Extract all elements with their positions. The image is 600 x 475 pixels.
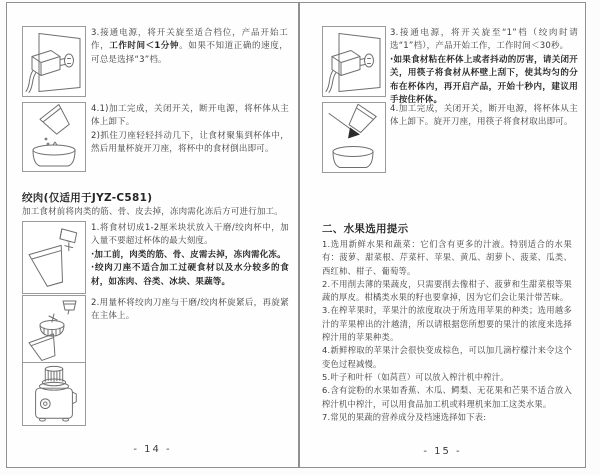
fruit-tip-2: 2.不用削去薄的果蔬皮，只需要削去像柑子、菠萝和生甜菜根等果蔬的厚皮。柑橘类水果的籽也要拿掉，因为它们会让果汁带苦味。 — [322, 278, 572, 303]
fruit-tip-7: 7.常见的果蔬的营养成分及档速选择如下表: — [322, 411, 487, 422]
left-step1-bullet2: ·绞肉刀座不适合加工过硬食材以及水分较多的食材，如冻肉、谷类、冰块、果蔬等。 — [91, 263, 289, 287]
right-step4-text: 4.加工完成，关闭开关，断开电源，将杯体从主体上卸下。旋开刀座，用筷子将食材取出即可。 — [390, 104, 578, 128]
power-plug-icon — [323, 27, 385, 96]
mincing-section-intro: 加工食材前将肉类的筋、骨、皮去掉，冻肉需化冻后方可进行加工。 — [22, 207, 284, 217]
chopstick-scrape-icon — [323, 103, 385, 172]
left-step4-line2: 2)抓住刀座轻轻抖动几下，让食材聚集到杯体中，然后用量杯旋开刀座，将杯中的食材倒出即可。 — [91, 130, 289, 155]
left-step3-post: 。如果不知道正确的速度，可总是选择“3”档。 — [91, 41, 289, 65]
plug-socket-illustration-2 — [322, 26, 386, 97]
page-15 — [299, 2, 586, 468]
fruit-tips-list — [322, 238, 572, 424]
fruit-tip-5: 5.叶子和叶杆（如莴苣）可以放入榨汁机中榨汁。 — [322, 371, 509, 382]
fruit-tip-3: 3.在榨苹果时，苹果汁的浓度取决于所选用苹果的种类；选用越多汁的苹果榨出的汁越清，所以请根据您所想要的果汁的浓度来选择榨汁用的苹果种类。 — [322, 305, 572, 343]
page-15-number: - 15 - — [423, 446, 462, 457]
machine-illustration — [22, 362, 86, 426]
fruit-tip-6: 6.含有淀粉的水果如香蕉、木瓜、鳄梨、无花果和芒果不适合放入榨汁机中榨汁，可以用食品加工机或料理机来加工这类水果。 — [322, 385, 572, 409]
fruit-tips-section-title: 二、水果选用提示 — [322, 223, 409, 235]
pouring-cup-icon — [23, 103, 85, 171]
left-step3-text — [91, 27, 288, 67]
grinder-parts-icon — [23, 296, 85, 362]
pouring-cup-illustration — [22, 102, 86, 172]
chopstick-cup-illustration — [322, 102, 386, 173]
right-step3-bold: ·如果食材粘在杯体上或者抖动的厉害，请关闭开关，用筷子将食材从杯壁上刮下，使其均匀的分布在杯体内，再开启产品，开始十秒内，建议用手按住杯体。 — [390, 54, 578, 106]
left-step1-text — [91, 222, 289, 289]
fruit-tip-1: 1.选用新鲜水果和蔬菜：它们含有更多的汁液。特别适合的水果有：菠萝、甜菜根、芹菜杆、苹果、黄瓜、胡萝卜、菠菜、瓜类、西红柿、柑子、葡萄等。 — [322, 239, 572, 276]
grinder-cone-icon — [23, 222, 85, 293]
cone-blade-illustration — [22, 221, 86, 294]
left-step1-bullet1: ·加工前，肉类的筋、骨、皮需去掉，冻肉需化冻。 — [91, 249, 286, 260]
power-plug-icon — [23, 27, 85, 96]
assembled-machine-icon — [23, 363, 85, 425]
fruit-tip-4: 4.新鲜榨取的苹果汁会很快变成棕色，可以加几滴柠檬汁来令这个变色过程减慢。 — [322, 345, 572, 369]
left-step3-pre: 3.接通电源，将开关旋至适合档位，产品开始工作， — [91, 28, 288, 52]
left-step2-text: 2.用量杯将绞肉刀座与干磨/绞肉杯旋紧后，再旋紧在主体上。 — [91, 298, 289, 322]
left-step3-bold: 工作时间＜1分钟 — [109, 41, 180, 52]
left-step4-text — [91, 103, 289, 157]
right-step3-text — [390, 27, 578, 107]
page-14 — [6, 2, 299, 468]
plug-socket-illustration — [22, 26, 86, 97]
exploded-parts-illustration — [22, 295, 86, 363]
mincing-section-title: 绞肉(仅适用于JYZ-C581) — [22, 192, 153, 204]
page-14-number: - 14 - — [133, 444, 172, 455]
left-step1-main: 1.将食材切成1-2厘米块状放入干磨/绞肉杯中，加入量不要超过杯体的最大刻度。 — [91, 223, 289, 247]
right-step3-main: 3.接通电源，将开关旋至“1”档（绞肉时请选“1”档），产品开始工作，工作时间＜30秒。 — [390, 28, 578, 52]
left-step4-line1: 4.1)加工完成，关闭开关，断开电源，将杯体从主体上卸下。 — [91, 104, 289, 128]
